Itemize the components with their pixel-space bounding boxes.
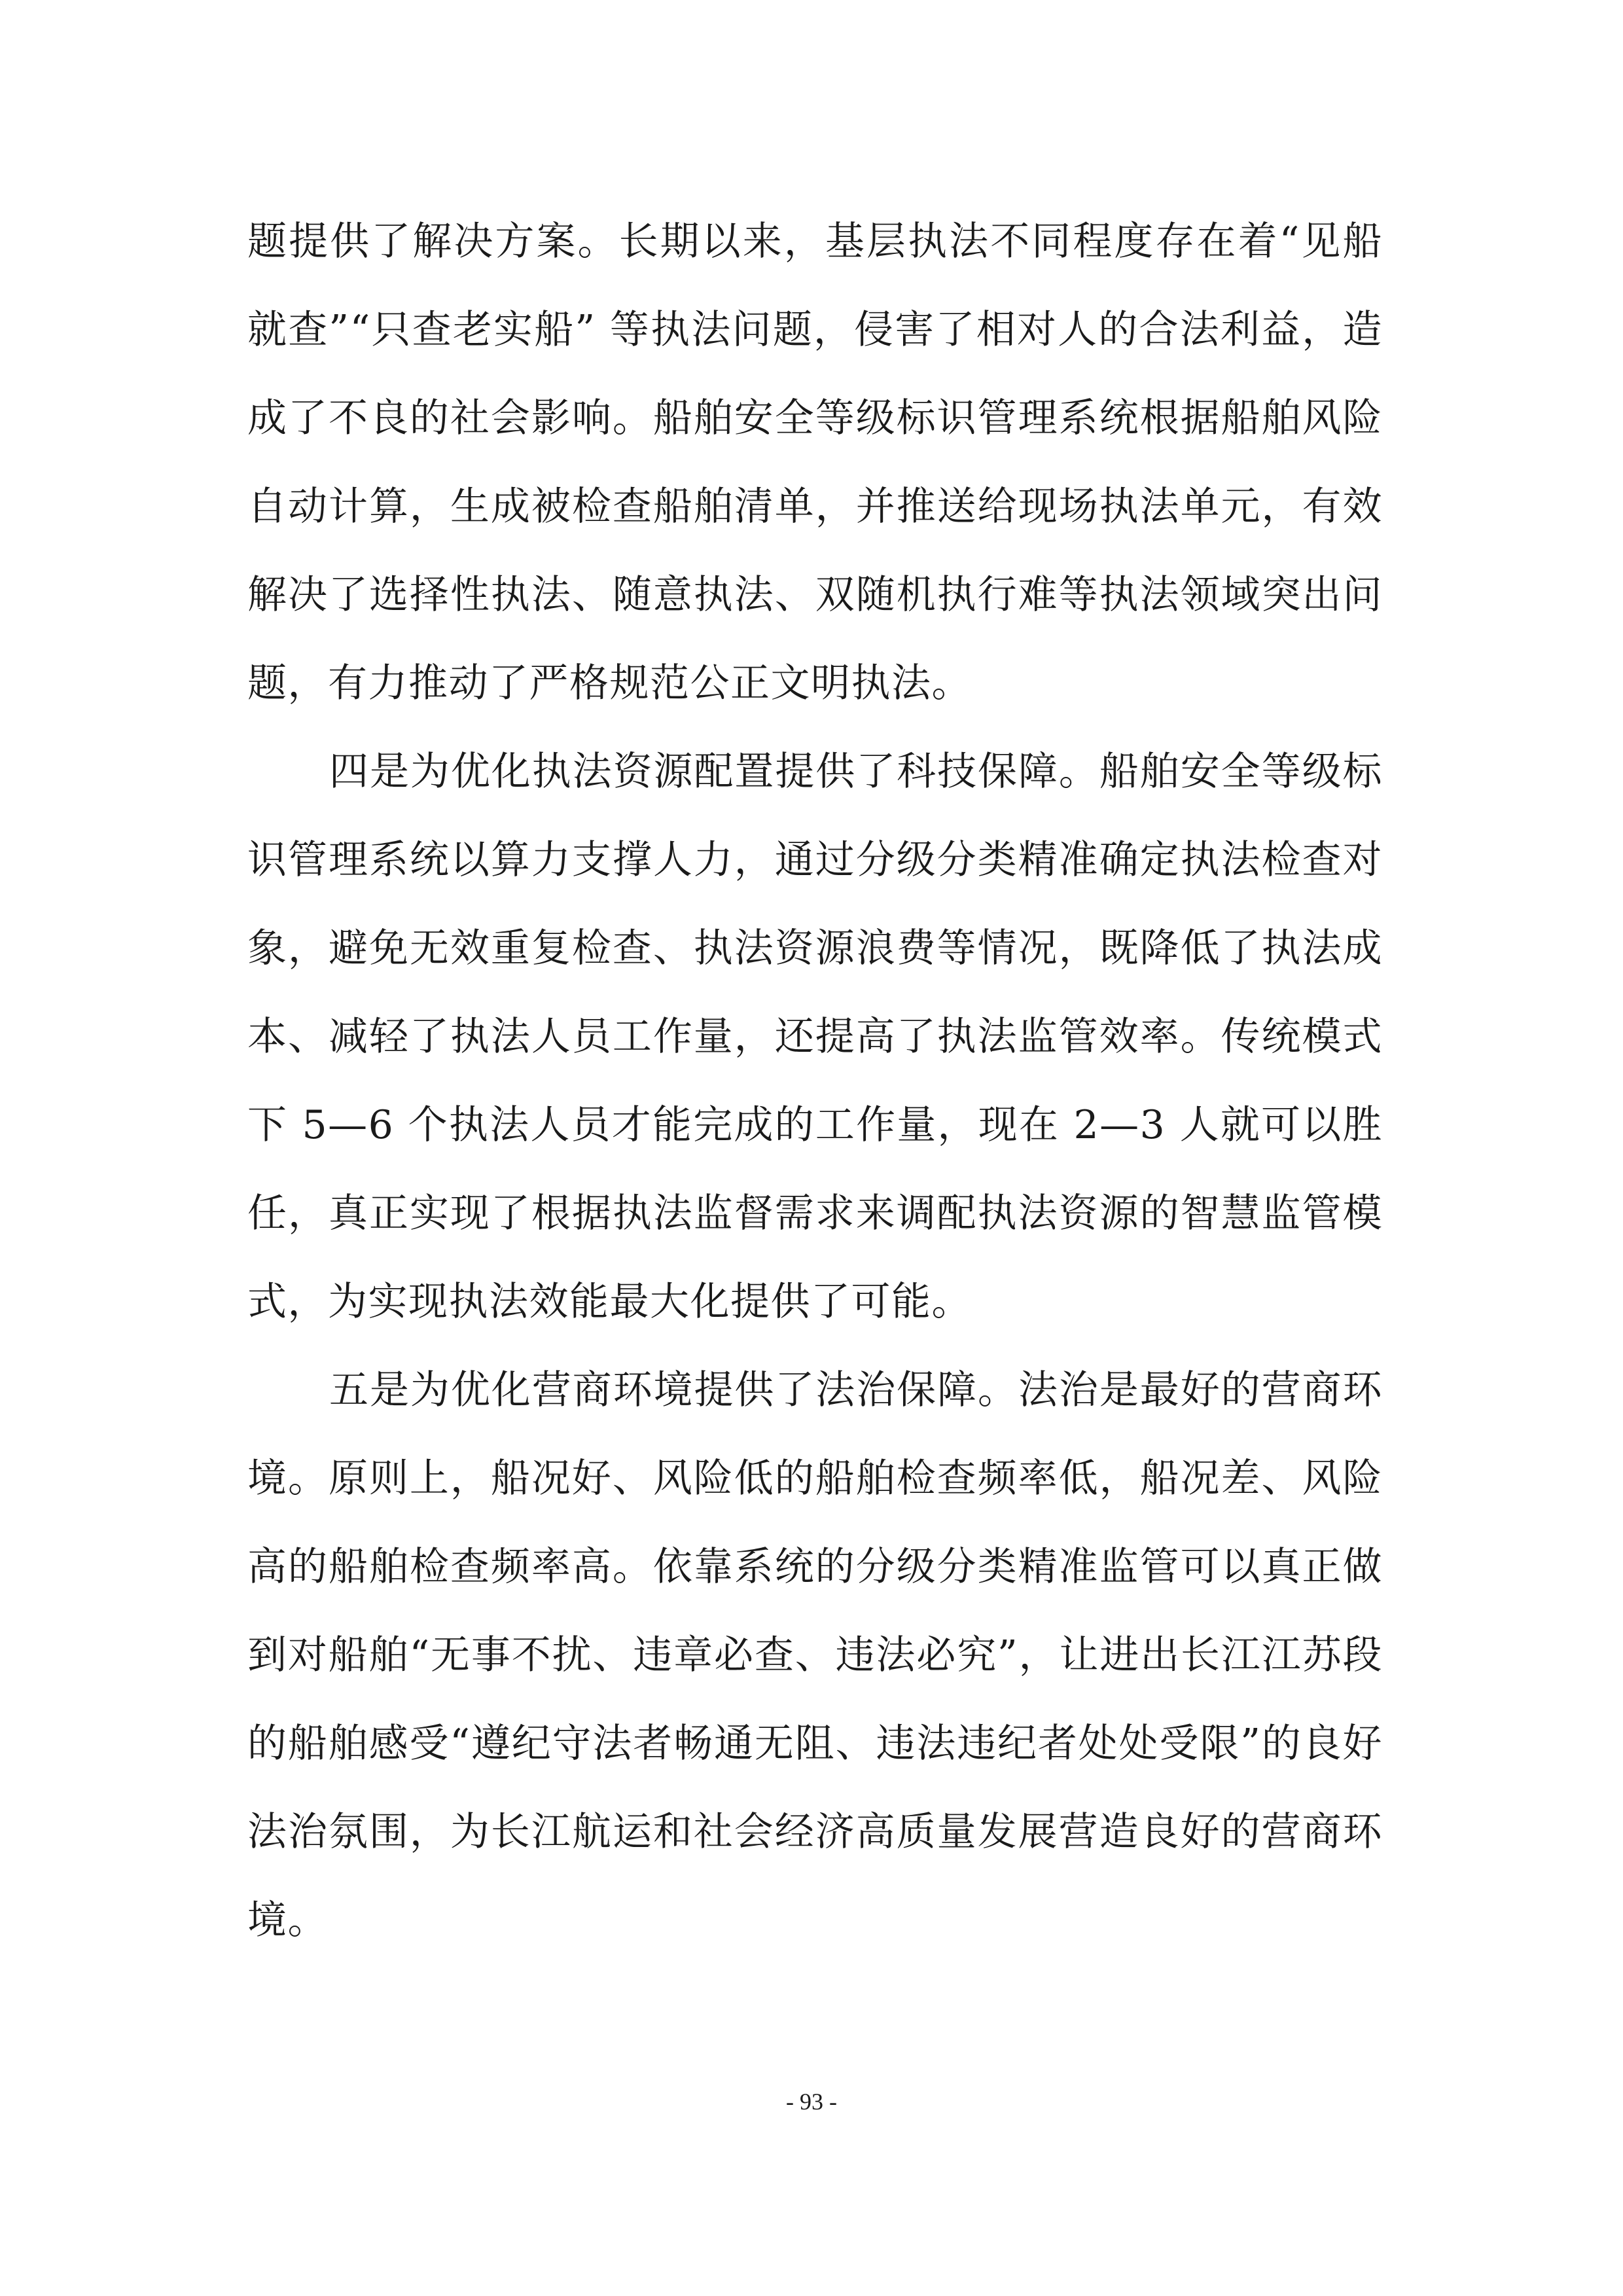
paragraph-four: 四是为优化执法资源配置提供了科技保障。船舶安全等级标识管理系统以算力支撑人力，通过分级分类精准确定执法检查对象，避免无效重复检查、执法资源浪费等情况，既降低了执法成本、减轻了执法人员工作量，还提高了执法监管效率。传统模式下 5—6 个执法人员才能完成的工作量，现在 2—3 人就可以胜任，真正实现了根据执法监督需求来调配执法资源的智慧监管模式，为实现执法效能最大化提供了可能。 bbox=[247, 749, 1383, 1325]
paragraph-five: 五是为优化营商环境提供了法治保障。法治是最好的营商环境。原则上，船况好、风险低的船舶检查频率低，船况差、风险高的船舶检查频率高。依靠系统的分级分类精准监管可以真正做到对船舶“无事不扰、违章必查、违法必究”，让进出长江江苏段的船舶感受“遵纪守法者畅通无阻、违法违纪者处处受限”的良好法治氛围，为长江航运和社会经济高质量发展营造良好的营商环境。 bbox=[247, 1367, 1383, 1943]
paragraph-continued: 题提供了解决方案。长期以来，基层执法不同程度存在着“见船就查”“只查老实船” 等执法问题，侵害了相对人的合法利益，造成了不良的社会影响。船舶安全等级标识管理系统根据船舶风险自动计算，生成被检查船舶清单，并推送给现场执法单元，有效解决了选择性执法、随意执法、双随机执行难等执法领域突出问题，有力推动了严格规范公正文明执法。 bbox=[247, 219, 1383, 706]
body-text bbox=[247, 198, 1383, 1965]
page-number: - 93 - bbox=[786, 2089, 837, 2115]
